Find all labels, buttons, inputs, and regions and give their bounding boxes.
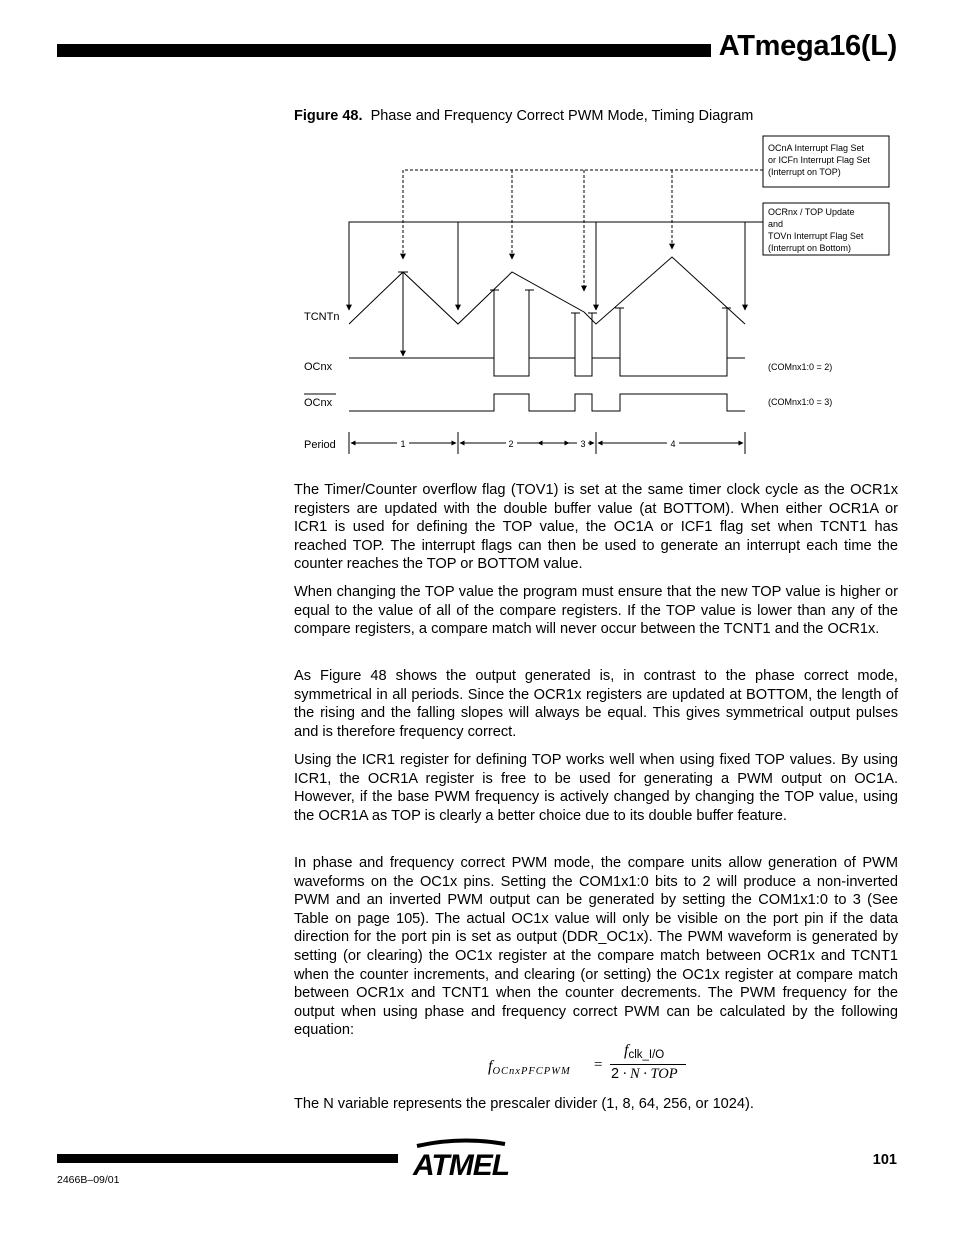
fraction-bar	[610, 1064, 686, 1065]
label-ocnx: OCnx	[304, 361, 333, 373]
period-4: 4	[670, 439, 676, 449]
period-axis	[349, 432, 745, 454]
top-interrupt-lines	[403, 170, 763, 291]
callout-bottom-line3: TOVn Interrupt Flag Set	[768, 231, 864, 241]
equation-num-subscript: clk_I/O	[628, 1049, 665, 1061]
callout-bottom-interrupt	[763, 203, 889, 255]
equation-den-rest: · N · TOP	[619, 1066, 678, 1082]
callout-top-interrupt	[763, 136, 889, 187]
equation-num-f: f	[624, 1042, 629, 1059]
compare-markers	[398, 272, 731, 313]
ocnx-waveform	[349, 358, 745, 376]
equation-numerator	[624, 1042, 664, 1061]
compare-drop-lines	[403, 272, 727, 374]
label-ocnx-inverted: OCnx	[304, 397, 333, 409]
equation-lhs	[488, 1058, 571, 1077]
paragraph-4: Using the ICR1 register for defining TOP works well when using fixed TOP values. By using ICR1, the OCR1A register is free to be used for generating a PWM output on OC1A. However, if the base PWM frequency is actively changed by changing the TOP value, using the OCR1A as TOP is clearly a better choice due to its double buffer feature.	[294, 752, 898, 824]
equation-lhs-f: f	[488, 1058, 493, 1075]
period-3: 3	[580, 439, 586, 449]
period-2: 2	[508, 439, 514, 449]
logo-text: ATMEL	[412, 1149, 510, 1182]
label-period: Period	[304, 439, 336, 451]
pwm-frequency-equation	[488, 1042, 698, 1087]
equation-lhs-subscript: OCnxPFCPWM	[492, 1066, 571, 1077]
callout-bottom-line1: OCRnx / TOP Update	[768, 207, 855, 217]
figure-caption-label: Figure 48.	[294, 108, 363, 124]
atmel-logo	[411, 1138, 511, 1182]
callout-top-line2: or ICFn Interrupt Flag Set	[768, 155, 871, 165]
callout-bottom-line4: (Interrupt on Bottom)	[768, 243, 852, 253]
callout-top-line1: OCnA Interrupt Flag Set	[768, 143, 865, 153]
label-tcnt: TCNTn	[304, 311, 340, 323]
document-title: ATmega16(L)	[718, 30, 897, 62]
callout-bottom-line2: and	[768, 219, 784, 229]
equation-equals: =	[594, 1057, 603, 1073]
equation-denominator	[611, 1066, 678, 1083]
tcnt-waveform	[349, 257, 745, 324]
page-number: 101	[872, 1152, 897, 1168]
footer-bar	[57, 1154, 398, 1163]
timing-diagram	[0, 0, 954, 480]
document-code: 2466B–09/01	[57, 1174, 120, 1186]
mode-normal-label: (COMnx1:0 = 2)	[768, 362, 833, 372]
paragraph-3: As Figure 48 shows the output generated is, in contrast to the phase correct mode, symmetrical in all periods. Since the OCR1x registers are updated at BOTTOM, the length of the rising and the falling slopes will always be equal. This gives symmetrical output pulses and is therefore frequency correct.	[294, 668, 898, 740]
callout-top-line3: (Interrupt on TOP)	[768, 167, 841, 177]
paragraph-1: The Timer/Counter overflow flag (TOV1) is set at the same timer clock cycle as the OCR1x registers are updated with the double buffer value (at BOTTOM). When either OCR1A or ICR1 is used for defining the TOP value, the OC1A or ICF1 flag set when TCNT1 has reached TOP. The interrupt flags can then be used to generate an interrupt each time the counter reaches the TOP or BOTTOM value.	[294, 482, 898, 573]
paragraph-5: In phase and frequency correct PWM mode, the compare units allow generation of PWM waveforms on the OC1x pins. Setting the COM1x1:0 bits to 2 will produce a non-inverted PWM and an inverted PWM output can be generated by setting the COM1x1:0 to 3 (See Table on page 105). The actual OC1x value will only be visible on the port pin if the data direction for the port pin is set as output (DDR_OC1x). The PWM waveform is generated by setting (or clearing) the OC1x register at the compare match between OCR1x and TCNT1 when the counter increments, and clearing (or setting) the OC1x register at compare match between OCR1x and TCNT1 when the counter decrements. The PWM frequency for the output when using phase and frequency correct PWM can be calculated by the following equation:	[294, 855, 898, 1039]
paragraph-2: When changing the TOP value the program must ensure that the new TOP value is higher or equal to the value of all of the compare registers. If the TOP value is lower than any of the compare registers, a compare match will never occur between the TCNT1 and the OCR1x.	[294, 584, 898, 638]
figure-caption-text: Phase and Frequency Correct PWM Mode, Timing Diagram	[370, 108, 754, 124]
period-1: 1	[400, 439, 406, 449]
ocnx-inverted-waveform	[349, 394, 745, 411]
equation-den-two: 2	[611, 1066, 620, 1082]
mode-inverted-label: (COMnx1:0 = 3)	[768, 397, 833, 407]
paragraph-6: The N variable represents the prescaler divider (1, 8, 64, 256, or 1024).	[294, 1096, 754, 1112]
